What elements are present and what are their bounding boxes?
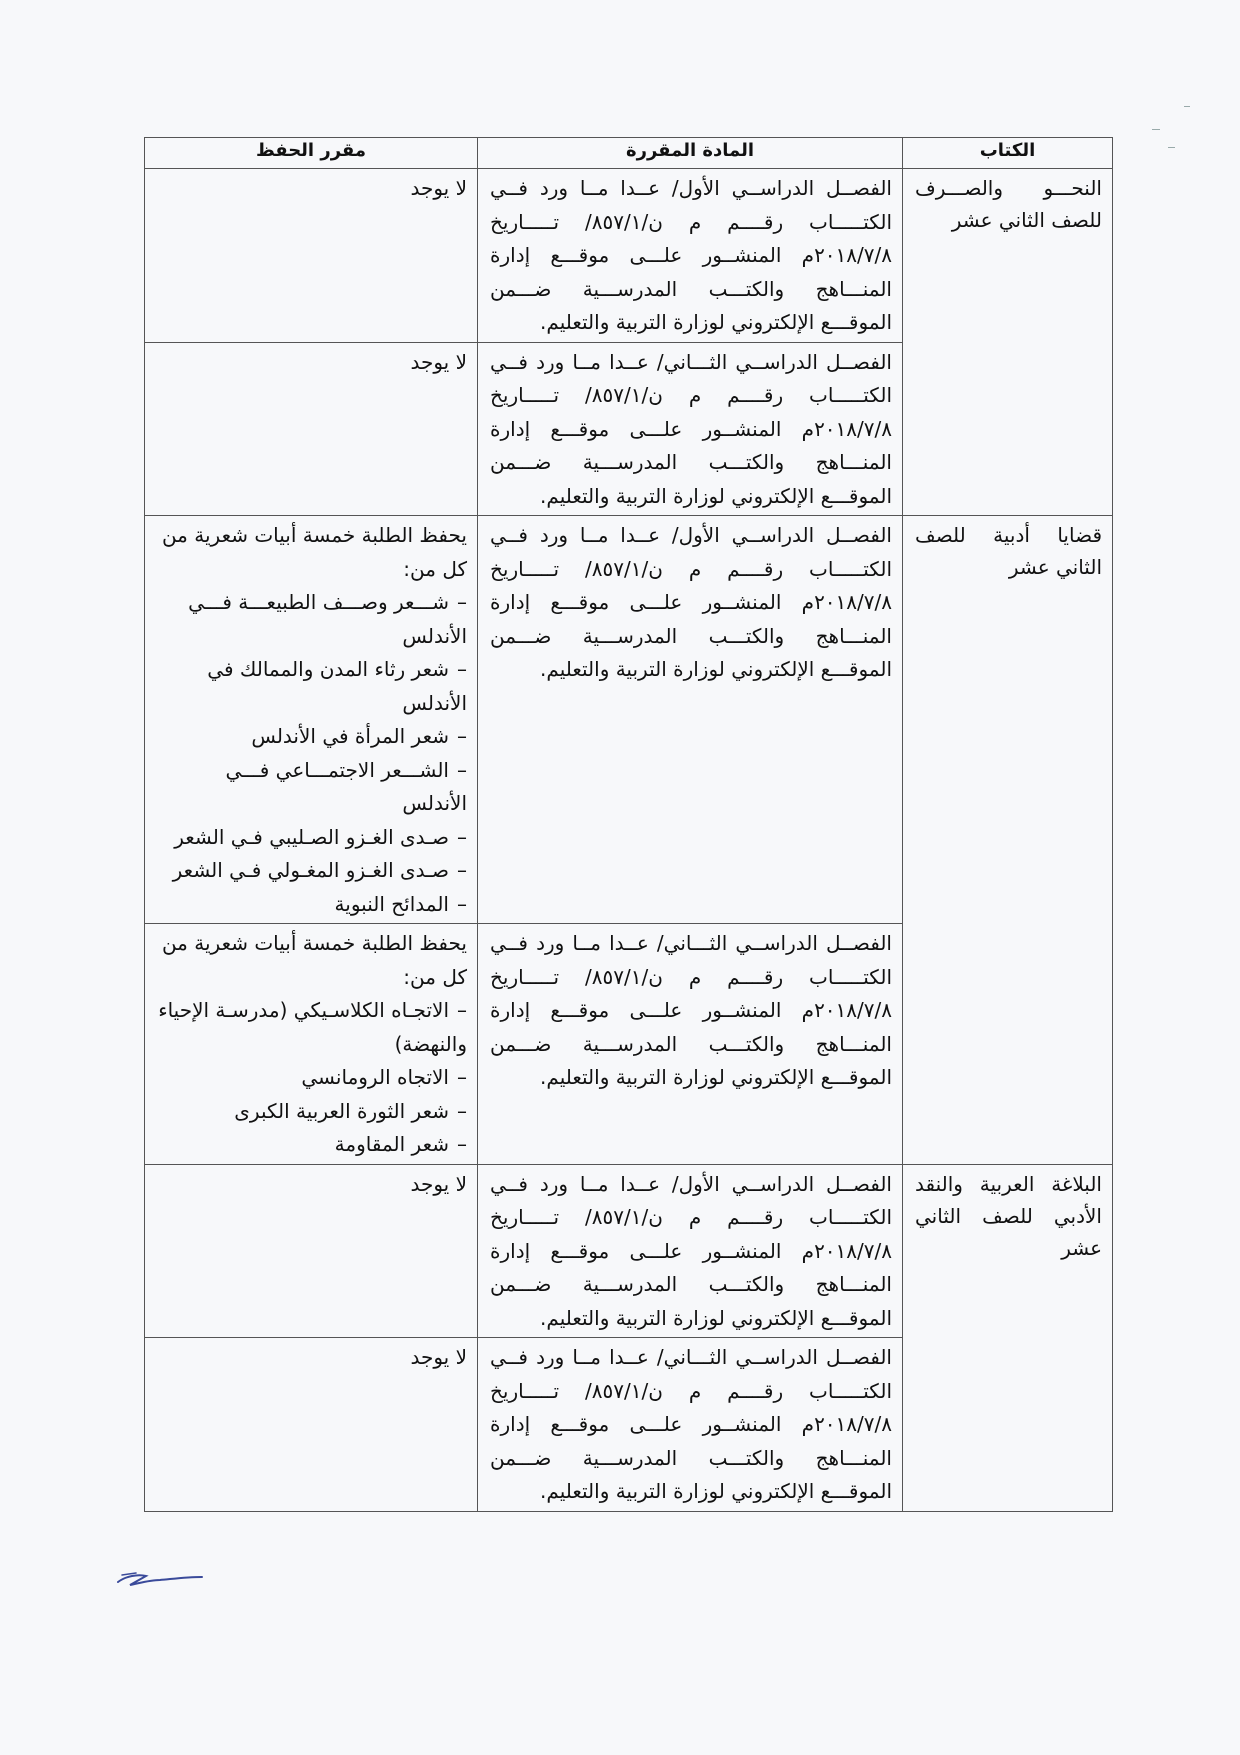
scan-mark <box>1184 106 1190 107</box>
table-row <box>145 1164 1113 1338</box>
memorization-intro: يحفظ الطلبة خمسة أبيات شعرية من كل من: <box>161 931 467 989</box>
list-item-text: شـــعر وصـــف الطبيعـــة فـــي الأندلس <box>188 590 467 648</box>
header-memorization: مقرر الحفظ <box>145 138 478 169</box>
scan-mark <box>1168 147 1175 148</box>
bullet-dash: – <box>457 657 467 681</box>
signature-mark <box>116 1568 206 1590</box>
curriculum-table <box>144 137 1113 1512</box>
list-item <box>157 1061 467 1095</box>
book-cell: قضايا أدبية للصف الثاني عشر <box>903 516 1113 1165</box>
list-item-text: شعر رثاء المدن والممالك في الأندلس <box>207 657 467 715</box>
bullet-dash: – <box>457 824 467 849</box>
list-item <box>157 1128 467 1162</box>
list-item <box>157 994 467 1061</box>
table-row <box>145 169 1113 343</box>
bullet-dash: – <box>457 757 467 782</box>
list-item-text: الاتجـاه الكلاسـيكي (مدرسـة الإحياء والنهضة) <box>158 998 467 1056</box>
memorization-cell <box>145 924 478 1165</box>
memorization-cell <box>145 516 478 924</box>
material-cell: الفصــل الدراســي الثـــاني/ عــدا مــا ورد فــي الكتـــــاب رقــــم م ن/٨٥٧/١/ تـــــاريخ ٢٠١٨/٧/٨م المنشــور علـــى موقـــع إدارة المنـــاهج والكتـــب المدرســـية ضـــمن الموقـــع الإلكتروني لوزارة التربية والتعليم. <box>478 342 903 516</box>
material-cell: الفصــل الدراســي الأول/ عــدا مــا ورد فــي الكتـــــاب رقــــم م ن/٨٥٧/١/ تـــــاريخ ٢٠١٨/٧/٨م المنشــور علـــى موقـــع إدارة المنـــاهج والكتـــب المدرســـية ضـــمن الموقـــع الإلكتروني لوزارة التربية والتعليم. <box>478 516 903 924</box>
memorization-list <box>157 586 467 921</box>
memorization-cell: لا يوجد <box>145 169 478 343</box>
memorization-intro: يحفظ الطلبة خمسة أبيات شعرية من كل من: <box>161 523 467 581</box>
list-item-text: شعر الثورة العربية الكبرى <box>234 1098 449 1123</box>
list-item <box>157 653 467 720</box>
list-item <box>157 586 467 653</box>
list-item <box>157 754 467 821</box>
bullet-dash: – <box>457 724 467 748</box>
table-row <box>145 516 1113 924</box>
list-item-text: الاتجاه الرومانسي <box>301 1065 449 1089</box>
material-cell: الفصــل الدراســي الأول/ عــدا مــا ورد فــي الكتـــــاب رقــــم م ن/٨٥٧/١/ تـــــاريخ ٢٠١٨/٧/٨م المنشــور علـــى موقـــع إدارة المنـــاهج والكتـــب المدرســـية ضـــمن الموقـــع الإلكتروني لوزارة التربية والتعليم. <box>478 1164 903 1338</box>
list-item <box>157 854 467 888</box>
list-item-text: شعر المقاومة <box>334 1132 449 1156</box>
bullet-dash: – <box>457 590 467 614</box>
list-item <box>157 888 467 922</box>
material-cell: الفصــل الدراســي الثـــاني/ عــدا مــا ورد فــي الكتـــــاب رقــــم م ن/٨٥٧/١/ تـــــاريخ ٢٠١٨/٧/٨م المنشــور علـــى موقـــع إدارة المنـــاهج والكتـــب المدرســـية ضـــمن الموقـــع الإلكتروني لوزارة التربية والتعليم. <box>478 924 903 1165</box>
memorization-cell: لا يوجد <box>145 342 478 516</box>
bullet-dash: – <box>457 858 467 882</box>
header-material: المادة المقررة <box>478 138 903 169</box>
memorization-cell: لا يوجد <box>145 1338 478 1512</box>
memorization-list <box>157 994 467 1162</box>
bullet-dash: – <box>457 1065 467 1089</box>
list-item-text: الشـــعر الاجتمـــاعي فـــي الأندلس <box>225 757 467 815</box>
list-item <box>157 821 467 855</box>
list-item <box>157 1095 467 1129</box>
book-cell: النحـــو والصـــرف للصف الثاني عشر <box>903 169 1113 516</box>
bullet-dash: – <box>457 891 467 916</box>
memorization-cell: لا يوجد <box>145 1164 478 1338</box>
material-cell: الفصــل الدراســي الثـــاني/ عــدا مــا ورد فــي الكتـــــاب رقــــم م ن/٨٥٧/١/ تـــــاريخ ٢٠١٨/٧/٨م المنشــور علـــى موقـــع إدارة المنـــاهج والكتـــب المدرســـية ضـــمن الموقـــع الإلكتروني لوزارة التربية والتعليم. <box>478 1338 903 1512</box>
table-header-row <box>145 138 1113 169</box>
header-book: الكتاب <box>903 138 1113 169</box>
list-item-text: صـدى الغـزو الصـليبي فـي الشعر <box>174 824 449 849</box>
list-item-text: صـدى الغـزو المغـولي فـي الشعر <box>172 858 449 882</box>
list-item-text: المدائح النبوية <box>334 891 449 916</box>
book-cell: البلاغة العربية والنقد الأدبي للصف الثاني عشر <box>903 1164 1113 1511</box>
material-cell: الفصــل الدراســي الأول/ عــدا مــا ورد فــي الكتـــــاب رقــــم م ن/٨٥٧/١/ تـــــاريخ ٢٠١٨/٧/٨م المنشــور علـــى موقـــع إدارة المنـــاهج والكتـــب المدرســـية ضـــمن الموقـــع الإلكتروني لوزارة التربية والتعليم. <box>478 169 903 343</box>
list-item <box>157 720 467 754</box>
bullet-dash: – <box>457 1132 467 1156</box>
bullet-dash: – <box>457 998 467 1022</box>
scan-mark <box>1152 129 1160 130</box>
list-item-text: شعر المرأة في الأندلس <box>251 724 449 748</box>
bullet-dash: – <box>457 1098 467 1123</box>
